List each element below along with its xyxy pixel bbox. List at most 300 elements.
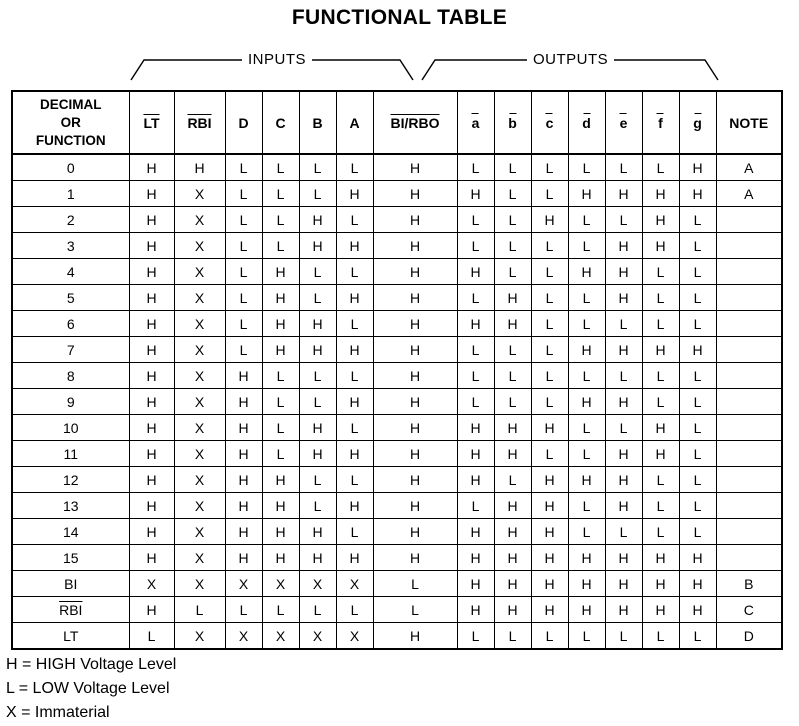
cell-c: L bbox=[262, 181, 299, 207]
cell-oe: L bbox=[605, 207, 642, 233]
cell-a: H bbox=[336, 545, 373, 571]
cell-bi-rbo: H bbox=[373, 311, 457, 337]
cell-ob: H bbox=[494, 441, 531, 467]
table-row bbox=[12, 363, 782, 389]
cell-lt: H bbox=[129, 441, 174, 467]
cell-note bbox=[716, 363, 782, 389]
cell-og: H bbox=[679, 181, 716, 207]
cell-ob: L bbox=[494, 181, 531, 207]
header-out-f bbox=[642, 91, 679, 154]
cell-oe: L bbox=[605, 519, 642, 545]
header-out-e bbox=[605, 91, 642, 154]
cell-oa: L bbox=[457, 285, 494, 311]
header-lt bbox=[129, 91, 174, 154]
cell-of: H bbox=[642, 415, 679, 441]
cell-rbi: X bbox=[174, 389, 225, 415]
cell-ob: L bbox=[494, 259, 531, 285]
cell-note bbox=[716, 415, 782, 441]
header-out-f-label: f bbox=[658, 114, 663, 131]
cell-bi-rbo: H bbox=[373, 441, 457, 467]
cell-c: X bbox=[262, 623, 299, 650]
cell-note bbox=[716, 389, 782, 415]
cell-a: L bbox=[336, 154, 373, 181]
header-out-b-label: b bbox=[508, 114, 517, 131]
cell-od: L bbox=[568, 623, 605, 650]
cell-func: 15 bbox=[12, 545, 129, 571]
header-b: B bbox=[299, 91, 336, 154]
cell-b: L bbox=[299, 363, 336, 389]
cell-og: L bbox=[679, 441, 716, 467]
cell-a: H bbox=[336, 285, 373, 311]
cell-b: L bbox=[299, 597, 336, 623]
cell-d: L bbox=[225, 207, 262, 233]
cell-oe: H bbox=[605, 441, 642, 467]
cell-oe: H bbox=[605, 233, 642, 259]
cell-bi-rbo: H bbox=[373, 415, 457, 441]
cell-of: L bbox=[642, 493, 679, 519]
cell-func: 14 bbox=[12, 519, 129, 545]
cell-note bbox=[716, 519, 782, 545]
cell-lt: H bbox=[129, 519, 174, 545]
cell-oe: H bbox=[605, 337, 642, 363]
cell-b: L bbox=[299, 154, 336, 181]
cell-note: D bbox=[716, 623, 782, 650]
cell-ob: H bbox=[494, 519, 531, 545]
table-row bbox=[12, 623, 782, 650]
table-row bbox=[12, 597, 782, 623]
cell-lt: H bbox=[129, 285, 174, 311]
cell-of: H bbox=[642, 571, 679, 597]
cell-ob: L bbox=[494, 233, 531, 259]
cell-od: H bbox=[568, 181, 605, 207]
cell-od: H bbox=[568, 545, 605, 571]
cell-oc: L bbox=[531, 623, 568, 650]
cell-od: L bbox=[568, 207, 605, 233]
cell-a: L bbox=[336, 207, 373, 233]
cell-ob: L bbox=[494, 337, 531, 363]
cell-og: L bbox=[679, 233, 716, 259]
cell-oe: H bbox=[605, 181, 642, 207]
cell-a: L bbox=[336, 363, 373, 389]
cell-d: L bbox=[225, 597, 262, 623]
cell-c: H bbox=[262, 467, 299, 493]
cell-c: H bbox=[262, 285, 299, 311]
table-row bbox=[12, 207, 782, 233]
cell-od: H bbox=[568, 259, 605, 285]
cell-ob: H bbox=[494, 545, 531, 571]
cell-oa: H bbox=[457, 597, 494, 623]
cell-ob: L bbox=[494, 154, 531, 181]
cell-of: H bbox=[642, 181, 679, 207]
cell-lt: H bbox=[129, 389, 174, 415]
cell-oc: L bbox=[531, 181, 568, 207]
cell-oe: L bbox=[605, 623, 642, 650]
cell-lt: H bbox=[129, 154, 174, 181]
cell-oe: H bbox=[605, 389, 642, 415]
cell-d: L bbox=[225, 337, 262, 363]
cell-c: H bbox=[262, 337, 299, 363]
cell-oa: L bbox=[457, 207, 494, 233]
cell-lt: H bbox=[129, 363, 174, 389]
header-row bbox=[12, 91, 782, 154]
cell-rbi: X bbox=[174, 493, 225, 519]
cell-ob: H bbox=[494, 597, 531, 623]
header-out-d-label: d bbox=[582, 114, 591, 131]
cell-b: H bbox=[299, 233, 336, 259]
cell-d: H bbox=[225, 389, 262, 415]
cell-ob: H bbox=[494, 311, 531, 337]
cell-note bbox=[716, 207, 782, 233]
cell-oc: L bbox=[531, 259, 568, 285]
cell-bi-rbo: H bbox=[373, 623, 457, 650]
cell-c: H bbox=[262, 519, 299, 545]
cell-oc: H bbox=[531, 415, 568, 441]
outputs-group-label: OUTPUTS bbox=[527, 51, 614, 68]
cell-ob: H bbox=[494, 415, 531, 441]
cell-rbi: X bbox=[174, 415, 225, 441]
table-row bbox=[12, 311, 782, 337]
cell-func: 7 bbox=[12, 337, 129, 363]
legend-low: L = LOW Voltage Level bbox=[6, 680, 170, 697]
cell-od: H bbox=[568, 389, 605, 415]
cell-oa: L bbox=[457, 363, 494, 389]
cell-rbi: X bbox=[174, 337, 225, 363]
header-bi-rbo-label: BI/RBO bbox=[390, 114, 440, 131]
cell-rbi: X bbox=[174, 259, 225, 285]
cell-lt: H bbox=[129, 181, 174, 207]
group-brackets bbox=[0, 0, 799, 90]
header-c: C bbox=[262, 91, 299, 154]
cell-note: A bbox=[716, 154, 782, 181]
cell-ob: H bbox=[494, 571, 531, 597]
cell-rbi: X bbox=[174, 311, 225, 337]
cell-note bbox=[716, 545, 782, 571]
cell-rbi: L bbox=[174, 597, 225, 623]
cell-func: 8 bbox=[12, 363, 129, 389]
cell-func: BI bbox=[12, 571, 129, 597]
cell-og: H bbox=[679, 545, 716, 571]
cell-c: L bbox=[262, 389, 299, 415]
cell-lt: H bbox=[129, 233, 174, 259]
cell-of: H bbox=[642, 441, 679, 467]
cell-c: L bbox=[262, 441, 299, 467]
cell-note bbox=[716, 311, 782, 337]
cell-lt: H bbox=[129, 597, 174, 623]
cell-lt: H bbox=[129, 337, 174, 363]
cell-note bbox=[716, 467, 782, 493]
cell-og: H bbox=[679, 597, 716, 623]
cell-oa: H bbox=[457, 441, 494, 467]
header-out-g-label: g bbox=[693, 114, 702, 131]
cell-b: L bbox=[299, 467, 336, 493]
cell-rbi: X bbox=[174, 285, 225, 311]
cell-c: L bbox=[262, 363, 299, 389]
cell-of: H bbox=[642, 597, 679, 623]
cell-oe: L bbox=[605, 363, 642, 389]
table-row bbox=[12, 493, 782, 519]
cell-note: C bbox=[716, 597, 782, 623]
cell-func: 13 bbox=[12, 493, 129, 519]
cell-oc: L bbox=[531, 285, 568, 311]
cell-lt: H bbox=[129, 311, 174, 337]
cell-d: H bbox=[225, 441, 262, 467]
cell-ob: L bbox=[494, 389, 531, 415]
cell-lt: H bbox=[129, 259, 174, 285]
cell-og: H bbox=[679, 571, 716, 597]
cell-bi-rbo: H bbox=[373, 259, 457, 285]
table-row bbox=[12, 441, 782, 467]
cell-oa: L bbox=[457, 337, 494, 363]
cell-of: L bbox=[642, 467, 679, 493]
cell-og: L bbox=[679, 415, 716, 441]
cell-og: H bbox=[679, 337, 716, 363]
cell-bi-rbo: H bbox=[373, 285, 457, 311]
cell-d: H bbox=[225, 415, 262, 441]
cell-a: L bbox=[336, 311, 373, 337]
cell-c: L bbox=[262, 415, 299, 441]
header-out-d bbox=[568, 91, 605, 154]
functional-table bbox=[11, 90, 783, 650]
cell-bi-rbo: H bbox=[373, 389, 457, 415]
cell-oc: L bbox=[531, 363, 568, 389]
cell-oe: L bbox=[605, 311, 642, 337]
cell-ob: L bbox=[494, 207, 531, 233]
cell-oc: L bbox=[531, 233, 568, 259]
cell-oc: H bbox=[531, 519, 568, 545]
cell-func: 0 bbox=[12, 154, 129, 181]
cell-of: L bbox=[642, 363, 679, 389]
cell-od: L bbox=[568, 154, 605, 181]
cell-c: L bbox=[262, 233, 299, 259]
cell-func: $\overline{RBI}$ bbox=[12, 597, 129, 623]
cell-d: L bbox=[225, 181, 262, 207]
cell-bi-rbo: H bbox=[373, 233, 457, 259]
cell-of: L bbox=[642, 311, 679, 337]
cell-b: H bbox=[299, 441, 336, 467]
cell-bi-rbo: H bbox=[373, 363, 457, 389]
cell-b: H bbox=[299, 415, 336, 441]
cell-d: L bbox=[225, 233, 262, 259]
cell-a: L bbox=[336, 415, 373, 441]
cell-oa: H bbox=[457, 571, 494, 597]
cell-b: L bbox=[299, 181, 336, 207]
cell-a: L bbox=[336, 467, 373, 493]
cell-oa: L bbox=[457, 154, 494, 181]
cell-lt: H bbox=[129, 207, 174, 233]
cell-d: L bbox=[225, 311, 262, 337]
cell-og: H bbox=[679, 154, 716, 181]
cell-note: A bbox=[716, 181, 782, 207]
cell-note bbox=[716, 441, 782, 467]
cell-oa: H bbox=[457, 467, 494, 493]
cell-bi-rbo: H bbox=[373, 493, 457, 519]
cell-rbi: X bbox=[174, 545, 225, 571]
cell-oe: H bbox=[605, 285, 642, 311]
cell-func: 10 bbox=[12, 415, 129, 441]
cell-oc: H bbox=[531, 207, 568, 233]
cell-oe: H bbox=[605, 467, 642, 493]
cell-note: B bbox=[716, 571, 782, 597]
cell-rbi: X bbox=[174, 571, 225, 597]
cell-rbi: X bbox=[174, 233, 225, 259]
cell-ob: H bbox=[494, 493, 531, 519]
cell-ob: L bbox=[494, 623, 531, 650]
header-out-a-label: a bbox=[471, 114, 480, 131]
cell-oe: H bbox=[605, 571, 642, 597]
cell-func: LT bbox=[12, 623, 129, 650]
cell-d: H bbox=[225, 363, 262, 389]
cell-b: L bbox=[299, 259, 336, 285]
cell-b: X bbox=[299, 623, 336, 650]
cell-oc: L bbox=[531, 441, 568, 467]
cell-c: H bbox=[262, 311, 299, 337]
cell-d: L bbox=[225, 154, 262, 181]
cell-rbi: X bbox=[174, 441, 225, 467]
cell-od: L bbox=[568, 441, 605, 467]
cell-of: H bbox=[642, 337, 679, 363]
cell-b: L bbox=[299, 285, 336, 311]
cell-a: L bbox=[336, 597, 373, 623]
cell-of: H bbox=[642, 545, 679, 571]
cell-func: 2 bbox=[12, 207, 129, 233]
cell-oc: L bbox=[531, 389, 568, 415]
cell-note bbox=[716, 233, 782, 259]
cell-oa: L bbox=[457, 233, 494, 259]
table-row bbox=[12, 259, 782, 285]
cell-b: H bbox=[299, 337, 336, 363]
cell-a: L bbox=[336, 519, 373, 545]
cell-od: H bbox=[568, 337, 605, 363]
legend-immaterial: X = Immaterial bbox=[6, 704, 110, 721]
cell-d: H bbox=[225, 545, 262, 571]
cell-bi-rbo: H bbox=[373, 519, 457, 545]
cell-oc: L bbox=[531, 337, 568, 363]
cell-note bbox=[716, 493, 782, 519]
table-row bbox=[12, 337, 782, 363]
header-decimal bbox=[12, 91, 129, 154]
cell-c: H bbox=[262, 493, 299, 519]
table-row bbox=[12, 285, 782, 311]
cell-oa: H bbox=[457, 181, 494, 207]
cell-bi-rbo: H bbox=[373, 337, 457, 363]
cell-oe: H bbox=[605, 493, 642, 519]
cell-a: H bbox=[336, 233, 373, 259]
header-out-c bbox=[531, 91, 568, 154]
header-decimal-line1: DECIMAL bbox=[40, 96, 102, 112]
cell-note bbox=[716, 285, 782, 311]
cell-b: H bbox=[299, 207, 336, 233]
cell-ob: H bbox=[494, 285, 531, 311]
cell-oc: L bbox=[531, 154, 568, 181]
cell-a: X bbox=[336, 623, 373, 650]
cell-oa: L bbox=[457, 493, 494, 519]
cell-a: X bbox=[336, 571, 373, 597]
cell-lt: X bbox=[129, 571, 174, 597]
cell-oa: H bbox=[457, 519, 494, 545]
cell-oa: L bbox=[457, 389, 494, 415]
cell-od: H bbox=[568, 467, 605, 493]
cell-bi-rbo: L bbox=[373, 571, 457, 597]
cell-c: H bbox=[262, 545, 299, 571]
cell-lt: H bbox=[129, 467, 174, 493]
cell-d: H bbox=[225, 519, 262, 545]
header-decimal-line2: OR bbox=[60, 114, 81, 130]
header-lt-label: $\overline{LT}$ bbox=[143, 114, 160, 131]
cell-oc: H bbox=[531, 571, 568, 597]
cell-of: L bbox=[642, 259, 679, 285]
table-row bbox=[12, 154, 782, 181]
cell-oe: H bbox=[605, 259, 642, 285]
table-row bbox=[12, 415, 782, 441]
cell-og: L bbox=[679, 311, 716, 337]
cell-oe: L bbox=[605, 415, 642, 441]
cell-d: H bbox=[225, 467, 262, 493]
cell-og: L bbox=[679, 623, 716, 650]
header-rbi-label: $\overline{RBI}$ bbox=[187, 114, 212, 131]
cell-of: L bbox=[642, 623, 679, 650]
cell-oc: H bbox=[531, 597, 568, 623]
header-out-a bbox=[457, 91, 494, 154]
cell-of: L bbox=[642, 285, 679, 311]
cell-b: L bbox=[299, 389, 336, 415]
cell-og: L bbox=[679, 389, 716, 415]
cell-func: 6 bbox=[12, 311, 129, 337]
cell-d: L bbox=[225, 285, 262, 311]
header-out-c-label: c bbox=[545, 114, 554, 131]
cell-a: H bbox=[336, 493, 373, 519]
cell-c: X bbox=[262, 571, 299, 597]
cell-a: H bbox=[336, 389, 373, 415]
cell-d: H bbox=[225, 493, 262, 519]
cell-of: L bbox=[642, 154, 679, 181]
cell-d: L bbox=[225, 259, 262, 285]
cell-of: H bbox=[642, 207, 679, 233]
cell-rbi: X bbox=[174, 467, 225, 493]
cell-lt: H bbox=[129, 545, 174, 571]
cell-func: 3 bbox=[12, 233, 129, 259]
cell-oc: H bbox=[531, 493, 568, 519]
cell-ob: L bbox=[494, 363, 531, 389]
cell-note bbox=[716, 259, 782, 285]
header-decimal-line3: FUNCTION bbox=[35, 132, 106, 148]
cell-oc: L bbox=[531, 311, 568, 337]
cell-bi-rbo: H bbox=[373, 207, 457, 233]
cell-oe: L bbox=[605, 154, 642, 181]
cell-bi-rbo: H bbox=[373, 545, 457, 571]
cell-of: H bbox=[642, 233, 679, 259]
cell-d: X bbox=[225, 571, 262, 597]
cell-func: 12 bbox=[12, 467, 129, 493]
cell-c: H bbox=[262, 259, 299, 285]
cell-od: L bbox=[568, 519, 605, 545]
header-note: NOTE bbox=[716, 91, 782, 154]
cell-a: L bbox=[336, 259, 373, 285]
cell-rbi: X bbox=[174, 207, 225, 233]
cell-lt: L bbox=[129, 623, 174, 650]
header-a: A bbox=[336, 91, 373, 154]
cell-b: H bbox=[299, 545, 336, 571]
cell-oa: H bbox=[457, 259, 494, 285]
cell-lt: H bbox=[129, 493, 174, 519]
cell-lt: H bbox=[129, 415, 174, 441]
cell-od: L bbox=[568, 285, 605, 311]
cell-of: L bbox=[642, 389, 679, 415]
cell-bi-rbo: H bbox=[373, 181, 457, 207]
header-rbi bbox=[174, 91, 225, 154]
cell-og: L bbox=[679, 493, 716, 519]
cell-bi-rbo: L bbox=[373, 597, 457, 623]
header-out-b bbox=[494, 91, 531, 154]
